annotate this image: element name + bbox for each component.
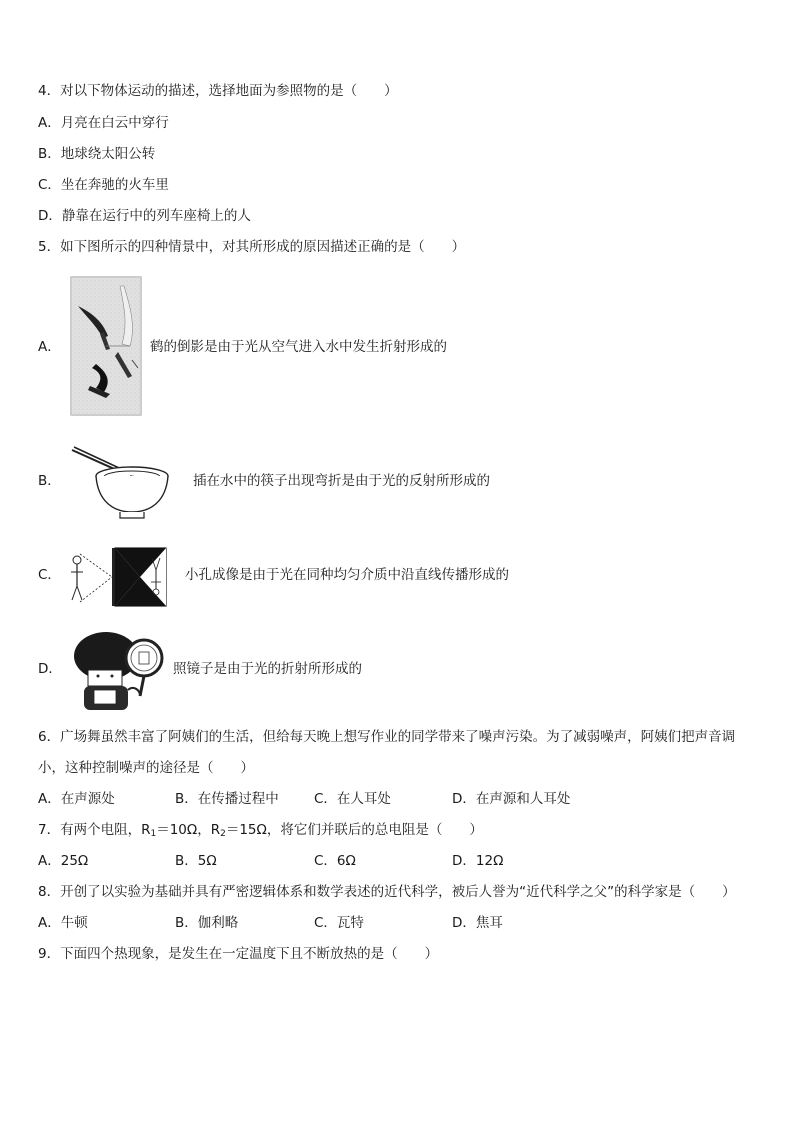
q5-option-b-text: 插在水中的筷子出现弯折是由于光的反射所形成的	[193, 473, 490, 489]
q5-option-a-letter: A．	[38, 339, 61, 355]
q7-option-d: D．12Ω	[452, 853, 504, 869]
q8-option-a: A．牛顿	[38, 915, 88, 931]
pinhole-camera-image	[68, 546, 168, 608]
q5-option-c-letter: C．	[38, 567, 61, 583]
q8-option-b: B．伽利略	[175, 915, 239, 931]
q6-option-d: D．在声源和人耳处	[452, 791, 571, 807]
q4-option-d: D．静靠在运行中的列车座椅上的人	[38, 208, 251, 224]
q7-option-b: B．5Ω	[175, 853, 217, 869]
q8-option-d: D．焦耳	[452, 915, 503, 931]
q4-stem: 4．对以下物体运动的描述，选择地面为参照物的是（ ）	[38, 83, 398, 99]
q7-option-a: A．25Ω	[38, 853, 89, 869]
mirror-person-image	[70, 630, 166, 710]
q4-option-a: A．月亮在白云中穿行	[38, 115, 169, 131]
q8-stem: 8．开创了以实验为基础并具有严密逻辑体系和数学表述的近代科学，被后人誉为“近代科学之父”的科学家是（ ）	[38, 884, 736, 900]
q7-stem-part-a: 7．有两个电阻，R	[38, 822, 151, 838]
q5-stem: 5．如下图所示的四种情景中，对其所形成的原因描述正确的是（ ）	[38, 239, 466, 255]
q4-option-c: C．坐在奔驰的火车里	[38, 177, 169, 193]
q6-option-a: A．在声源处	[38, 791, 115, 807]
q7-option-c: C．6Ω	[314, 853, 356, 869]
q5-option-a-text: 鹤的倒影是由于光从空气进入水中发生折射形成的	[150, 339, 447, 355]
q7-stem	[38, 820, 483, 844]
chopsticks-bowl-image	[68, 446, 172, 522]
q6-options	[38, 789, 758, 809]
q6-stem-line1: 6．广场舞虽然丰富了阿姨们的生活，但给每天晚上想写作业的同学带来了噪声污染。为了减弱噪声，阿姨们把声音调	[38, 729, 736, 745]
q7-subscript-2: 2	[220, 829, 226, 839]
q7-stem-part-b: ＝10Ω，R	[156, 822, 221, 838]
q8-options	[38, 913, 758, 933]
q6-option-c: C．在人耳处	[314, 791, 391, 807]
q4-option-b: B．地球绕太阳公转	[38, 146, 156, 162]
q9-stem: 9．下面四个热现象，是发生在一定温度下且不断放热的是（ ）	[38, 946, 439, 962]
crane-reflection-image	[70, 276, 142, 416]
q5-option-d-letter: D．	[38, 661, 62, 677]
q5-option-b-letter: B．	[38, 473, 61, 489]
q5-option-d-text: 照镜子是由于光的折射所形成的	[173, 661, 362, 677]
q6-stem-line2: 小，这种控制噪声的途径是（ ）	[38, 760, 254, 776]
q6-option-b: B．在传播过程中	[175, 791, 279, 807]
q8-option-c: C．瓦特	[314, 915, 364, 931]
q7-stem-part-c: ＝15Ω，将它们并联后的总电阻是（ ）	[225, 822, 483, 838]
q5-option-c-text: 小孔成像是由于光在同种均匀介质中沿直线传播形成的	[185, 567, 509, 583]
q7-subscript-1: 1	[150, 829, 157, 839]
q7-options	[38, 851, 758, 871]
